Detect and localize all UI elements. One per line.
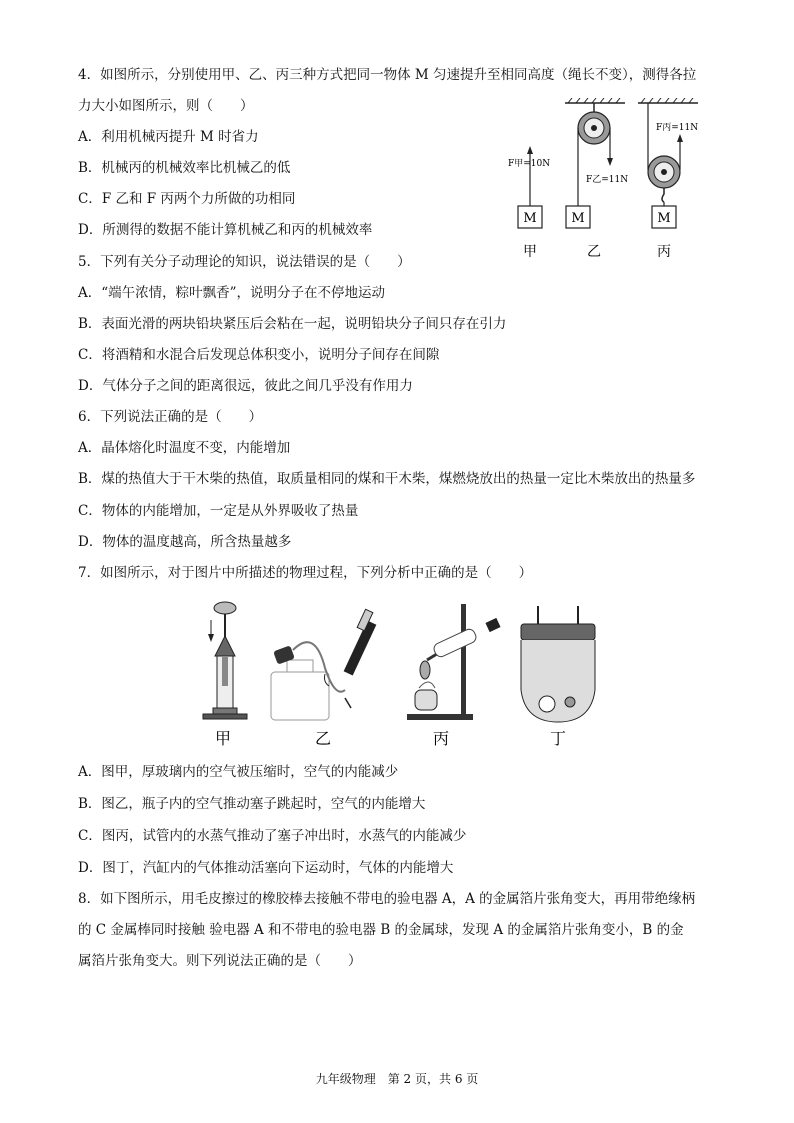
q6-option-a: A．晶体熔化时温度不变，内能增加 <box>78 440 291 456</box>
mass-jia: M <box>523 211 537 226</box>
fire-piston <box>203 602 247 748</box>
force-bing-label: F丙=11N <box>656 123 699 133</box>
force-jia-label: F甲=10N <box>508 159 551 169</box>
q8-stem-line1: 8．如下图所示，用毛皮擦过的橡胶棒去接触不带电的验电器 A，A 的金属箔片张角变大，再用带绝缘柄 <box>78 891 696 907</box>
q5-option-c: C．将酒精和水混合后发现总体积变小，说明分子间存在间隙 <box>78 347 440 363</box>
q4-stem-line1: 4．如图所示，分别使用甲、乙、丙三种方式把同一物体 M 匀速提升至相同高度（绳长不变），测得各拉 <box>78 67 697 83</box>
q5-option-b: B．表面光滑的两块铅块紧压后会粘在一起，说明铅块分子间只存在引力 <box>78 316 507 332</box>
q6-stem: 6．下列说法正确的是（ ） <box>78 409 263 425</box>
q7-stem: 7．如图所示，对于图片中所描述的物理过程，下列分析中正确的是（ ） <box>78 565 533 581</box>
q7-option-d: D．图丁，汽缸内的气体推动活塞向下运动时，气体的内能增大 <box>78 860 454 876</box>
q5-option-a: A．“端午浓情，粽叶飘香”，说明分子在不停地运动 <box>78 285 386 301</box>
setup-jia <box>508 146 550 260</box>
q6-option-c: C．物体的内能增加，一定是从外界吸收了热量 <box>78 503 359 519</box>
label-jia: 甲 <box>523 244 537 260</box>
q7-option-c: C．图丙，试管内的水蒸气推动了塞子冲出时，水蒸气的内能减少 <box>78 828 467 844</box>
mass-yi: M <box>571 211 585 226</box>
label-fig-bing: 丙 <box>432 729 450 748</box>
page-footer: 九年级物理 第 2 页，共 6 页 <box>315 1072 479 1086</box>
q7-option-a: A．图甲，厚玻璃内的空气被压缩时，空气的内能减少 <box>78 764 399 780</box>
pulley-figure <box>500 98 700 263</box>
q8-stem-line3: 属箔片张角变大。则下列说法正确的是（ ） <box>78 953 362 969</box>
engine-cylinder <box>521 606 595 748</box>
q4-option-b: B．机械丙的机械效率比机械乙的低 <box>78 160 291 176</box>
q5-stem: 5．下列有关分子动理论的知识，说法错误的是（ ） <box>78 254 411 270</box>
q4-stem-line2: 力大小如图所示，则（ ） <box>78 98 254 114</box>
q5-option-d: D．气体分子之间的距离很远，彼此之间几乎没有作用力 <box>78 378 413 394</box>
label-fig-ding: 丁 <box>549 729 567 748</box>
setup-yi <box>566 103 628 260</box>
q8-stem-line2: 的 C 金属棒同时接触 验电器 A 和不带电的验电器 B 的金属球，发现 A 的金属箔片张角变小，B 的金 <box>78 922 684 938</box>
label-fig-yi: 乙 <box>314 729 332 748</box>
thermo-figure <box>195 598 605 750</box>
q6-option-d: D．物体的温度越高，所含热量越多 <box>78 534 292 550</box>
q6-option-b: B．煤的热值大于干木柴的热值，取质量相同的煤和干木柴，煤燃烧放出的热量一定比木柴放出的热量多 <box>78 471 696 487</box>
label-yi: 乙 <box>587 244 601 260</box>
label-bing: 丙 <box>657 244 671 260</box>
q7-option-b: B．图乙，瓶子内的空气推动塞子跳起时，空气的内能增大 <box>78 796 426 812</box>
mass-bing: M <box>657 211 671 226</box>
label-fig-jia: 甲 <box>214 729 232 748</box>
force-yi-label: F乙=11N <box>586 175 629 185</box>
q4-option-a: A．利用机械丙提升 M 时省力 <box>78 129 259 145</box>
q4-option-d: D．所测得的数据不能计算机械乙和丙的机械效率 <box>78 222 373 238</box>
test-tube-stand <box>407 604 501 748</box>
bottle-pump <box>271 609 376 748</box>
q4-option-c: C．F 乙和 F 丙两个力所做的功相同 <box>78 191 296 207</box>
setup-bing <box>648 103 698 260</box>
